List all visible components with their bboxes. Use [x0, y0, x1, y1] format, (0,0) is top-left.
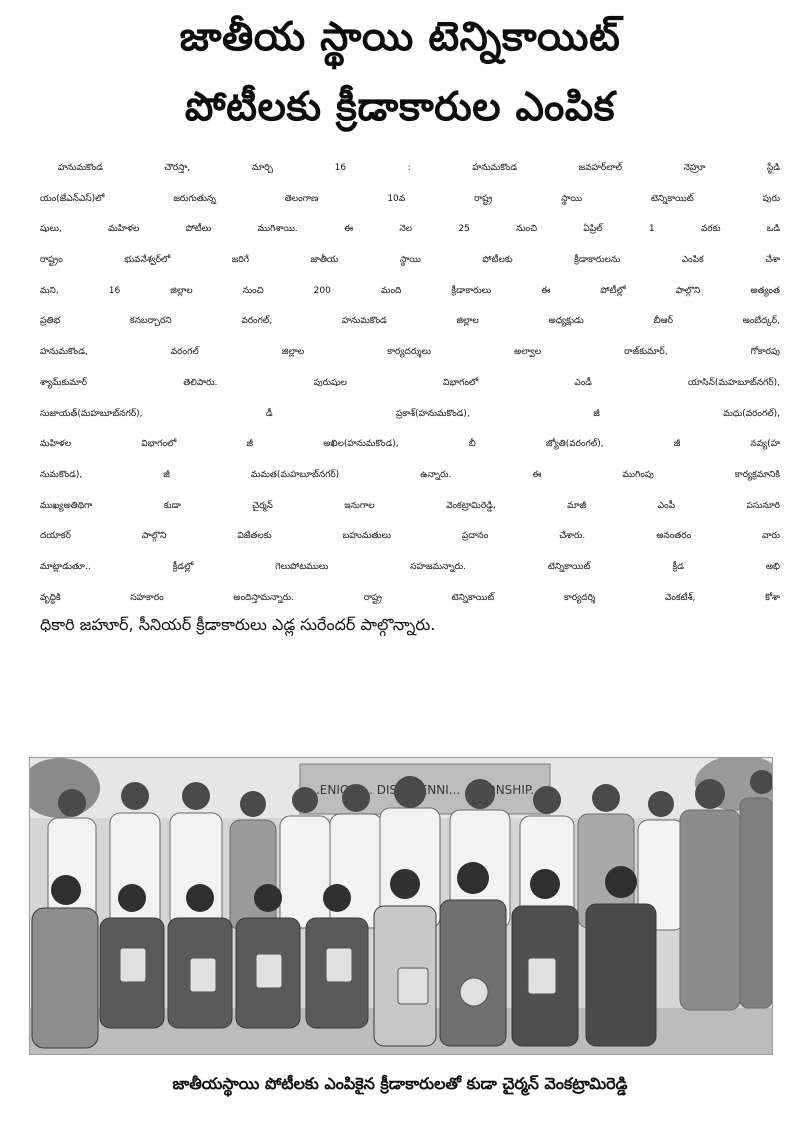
photo-caption: జాతీయస్థాయి పోటీలకు ఎంపికైన క్రీడాకారులతో కుడా చైర్మన్ వెంకట్రామిరెడ్డి	[172, 1074, 628, 1093]
group-photo	[29, 757, 773, 1055]
article-line: శ్యామ్‌కుమార్ తెలిపారు. పురుషుల విభాగంలో ఎండీ యాసిన్(మహబూబ్‌నగర్),	[40, 377, 780, 388]
article-line: హనుమకొండ, వరంగల్ జిల్లాల కార్యదర్శులు అల్వాల రాజ్‌కుమార్, గోకారపు	[40, 347, 780, 358]
article-line: వృద్ధికి సహకారం అందిస్తామన్నారు. రాష్ట్ర టెన్నికాయిట్ కార్యదర్శి వెంకటేశ్, కోశా	[40, 592, 780, 603]
headline-line-2: పోటీలకు క్రీడాకారుల ఎంపిక	[184, 84, 616, 130]
article-line: షులు, మహిళల పోటీలు ముగిశాయి. ఈ నెల 25 నుంచి ఏప్రిల్ 1 వరకు ఒడి	[40, 224, 780, 235]
article-line: మని, 16 జిల్లాల నుంచి 200 మంది క్రీడాకారులు ఈ పోటీల్లో పాల్గొని అత్యంత	[40, 285, 780, 296]
headline-line-1: జాతీయ స్థాయి టెన్నికాయిట్	[179, 14, 621, 60]
article-line: యం(జేఎన్‌ఎస్)లో జరుగుతున్న తెలంగాణ 10వ రాష్ట్ర స్థాయి టెన్నికాయిట్ పురు	[40, 193, 780, 204]
article-line: ప్రతిభ కనబర్చారని వరంగల్, హనుమకొండ జిల్లాల అధ్యక్షుడు బీఆర్ అంబేద్కర్,	[40, 316, 780, 327]
article-line: ధికారి జహూర్, సీనియర్ క్రీడాకారులు ఎడ్ల సురేందర్ పాల్గొన్నారు.	[40, 615, 436, 635]
banner-text: ...ENIOR DIS... TENNI... ...PIONSHIP...	[308, 783, 542, 797]
article-line: ముఖ్యఅతిథిగా కుడా చైర్మన్ ఇనుగాల వెంకట్రామిరెడ్డి, మాజీ ఎంపీ పసునూరి	[40, 500, 780, 511]
article-line: నుమకొండ), జీ మమత(మహబూబ్‌నగర్) ఉన్నారు. ఈ ముగింపు కార్యక్రమానికి	[40, 469, 780, 480]
article-body	[40, 150, 780, 641]
article-line: మాట్లాడుతూ.. క్రీడల్లో గెలుపోటములు సహజమన్నారు. టెన్నికాయిట్ క్రీడ అభి	[40, 561, 780, 572]
article-line: మహిళల విభాగంలో జీ అఖిల(హనుమకొండ), బీ జ్యోతి(వరంగల్), జీ నవ్య(హ	[40, 439, 780, 450]
article-line: సుజాయత్(మహబూబ్‌నగర్), డీ ప్రకాశ్(హనుమకొండ), జీ మధు(వరంగల్),	[40, 408, 780, 419]
article-line: రాష్ట్రం భువనేశ్వర్‌లో జరిగే జాతీయ స్థాయి పోటీలకు క్రీడాకారులను ఎంపిక చేశా	[40, 255, 780, 266]
article-line: హనుమకొండ చౌరస్తా, మార్చి 16 : హనుమకొండ జవహర్‌లాల్ నెహ్రూ స్టేడి	[58, 163, 780, 173]
article-line: దయాకర్ పాల్గొని విజేతలకు బహుమతులు ప్రదానం చేశారు. అనంతరం వారు	[40, 531, 780, 542]
